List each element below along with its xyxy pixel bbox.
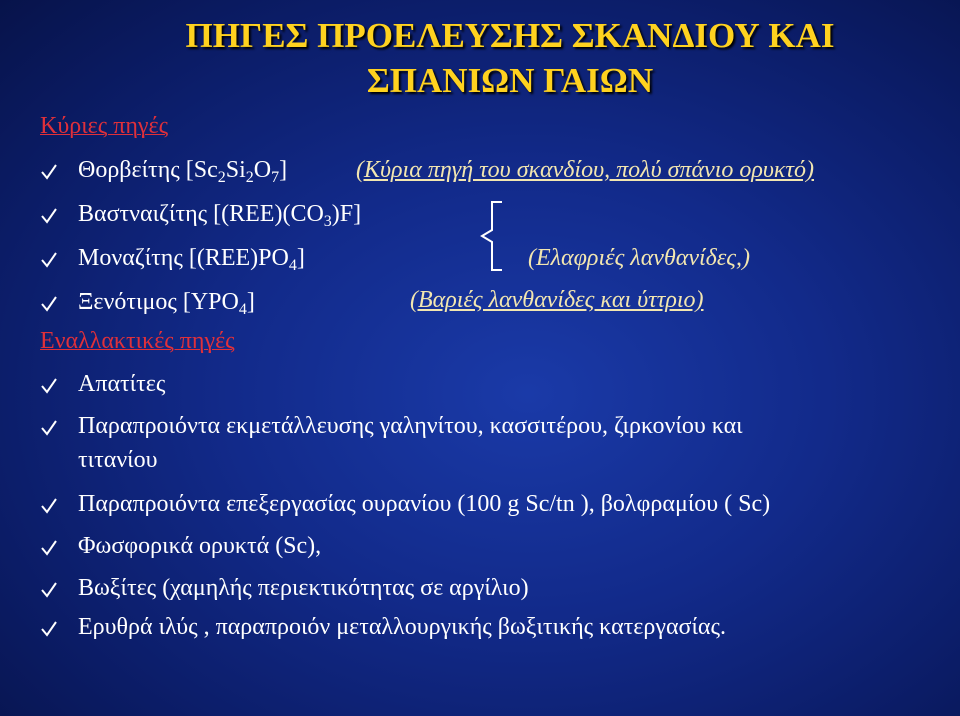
checkmark-icon <box>40 295 58 313</box>
light-lanthanides-note: (Ελαφριές λανθανίδες,) <box>528 245 750 271</box>
list-item: Παραπροιόντα εκμετάλλευσης γαληνίτου, κασσιτέρου, ζιρκονίου και <box>78 413 743 439</box>
bastnasite-formula: Βαστναιζίτης $[(REE)(CO_3)F]$ <box>78 201 362 230</box>
list-item: Ερυθρά ιλύς , παραπροιόν μεταλλουργικής βωξιτικής κατεργασίας. <box>78 614 726 640</box>
checkmark-icon <box>40 163 58 181</box>
thortveitite-formula: Θορβείτης $[Sc_2Si_2O_7]$ <box>78 157 288 186</box>
checkmark-icon <box>40 207 58 225</box>
primary-sources-heading: Κύριες πηγές <box>40 113 169 139</box>
xenotime-formula: Ξενότιμος $[YPO_4]$ <box>78 289 255 318</box>
monazite-formula: Μοναζίτης $[(REE)PO_4]$ <box>78 245 305 274</box>
checkmark-icon <box>40 251 58 269</box>
list-item: Απατίτες <box>78 371 166 397</box>
checkmark-icon <box>40 377 58 395</box>
alternative-sources-heading: Εναλλακτικές πηγές <box>40 328 235 354</box>
list-item: Παραπροιόντα επεξεργασίας ουρανίου (100 g Sc/tn ), βολφραμίου ( Sc) <box>78 491 771 517</box>
checkmark-icon <box>40 539 58 557</box>
checkmark-icon <box>40 497 58 515</box>
grouping-brace <box>476 200 506 277</box>
list-item: Φωσφορικά ορυκτά (Sc), <box>78 533 322 559</box>
thortveitite-note: (Κύρια πηγή του σκανδίου, πολύ σπάνιο ορυκτό) <box>356 157 814 183</box>
list-item: Βωξίτες (χαμηλής περιεκτικότητας σε αργίλιο) <box>78 575 529 601</box>
list-item-continuation: τιτανίου <box>78 447 158 473</box>
checkmark-icon <box>40 581 58 599</box>
page-title-line-2: ΣΠΑΝΙΩΝ ΓΑΙΩΝ <box>366 61 654 100</box>
checkmark-icon <box>40 620 58 638</box>
checkmark-icon <box>40 419 58 437</box>
heavy-lanthanides-note: (Βαριές λανθανίδες και ύττριο) <box>410 287 704 313</box>
page-title-line-1: ΠΗΓΕΣ ΠΡΟΕΛΕΥΣΗΣ ΣΚΑΝΔΙΟΥ ΚΑΙ <box>185 16 835 55</box>
